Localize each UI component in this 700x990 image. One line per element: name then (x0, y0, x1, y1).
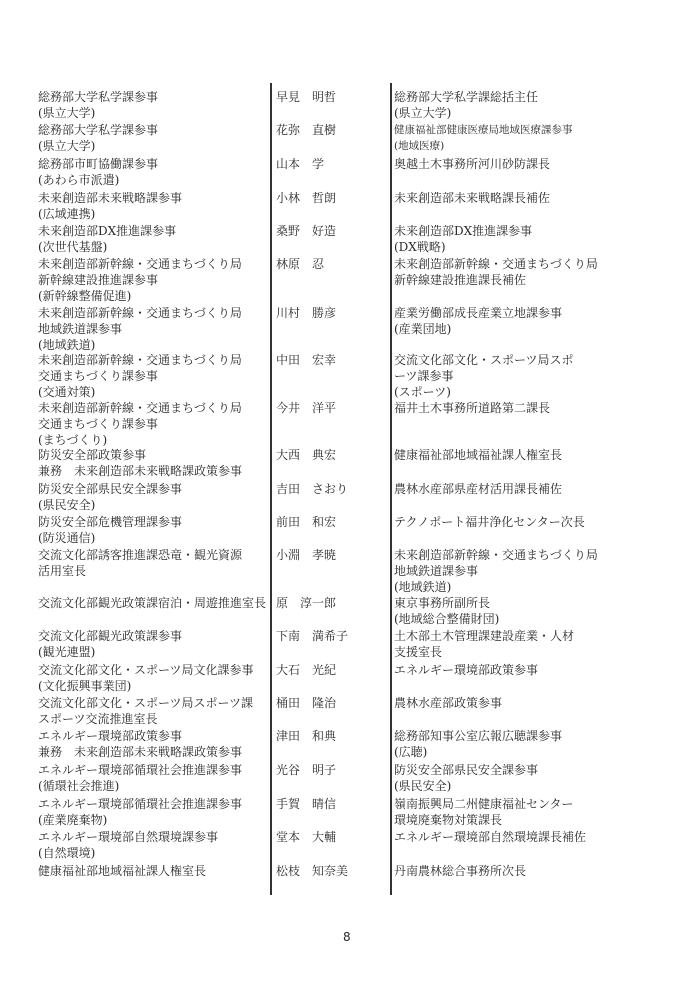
new-position-line: ーツ課参事 (394, 369, 454, 383)
former-position-line: (県立大学) (38, 106, 96, 120)
person-name: 山本 学 (276, 157, 325, 171)
column-divider-left (270, 83, 272, 895)
former-position-line: 総務部大学私学課参事 (38, 90, 159, 104)
new-position-line: (県立大学) (394, 106, 452, 120)
new-position (394, 695, 634, 711)
former-position (38, 89, 268, 121)
new-position-line: 農林水産部政策参事 (394, 696, 503, 710)
new-position-line: 丹南農林総合事務所次長 (394, 864, 527, 878)
former-position-line: 交流文化部文化・スポーツ局文化課参事 (38, 663, 254, 677)
new-position (394, 156, 634, 172)
former-position-line: 交流文化部観光政策課宿泊・周遊推進室長 (38, 596, 267, 610)
new-position-line: 奥越土木事務所河川砂防課長 (394, 157, 551, 171)
new-position-line: 農林水産部県産材活用課長補佐 (394, 482, 563, 496)
former-position (38, 352, 268, 400)
former-position-line: 新幹線建設推進課参事 (38, 273, 159, 287)
person-name: 光谷 明子 (276, 763, 337, 777)
former-position-line: 交通まちづくり課参事 (38, 369, 158, 383)
person-name: 花弥 直樹 (276, 123, 337, 137)
new-position-line: 東京事務所副所長 (394, 596, 491, 610)
former-position-line: (文化振興事業団) (38, 679, 132, 693)
former-position (38, 447, 268, 479)
new-position-line: (地域医療) (394, 140, 445, 152)
former-position (38, 256, 268, 304)
person-name: 大石 光紀 (276, 663, 337, 677)
new-position (394, 628, 634, 660)
former-position (38, 829, 268, 861)
new-position-line: (広聴) (394, 745, 428, 759)
new-position-line: 嶺南振興局二州健康福祉センター (394, 797, 574, 811)
former-position (38, 547, 268, 579)
person-name: 早見 明哲 (276, 90, 337, 104)
new-position (394, 447, 634, 463)
new-position (394, 863, 634, 879)
former-position-line: 活用室長 (38, 564, 87, 578)
former-position-line: (広域連携) (38, 207, 96, 221)
new-position-line: 福井土木事務所道路第二課長 (394, 401, 551, 415)
former-position-line: (次世代基盤) (38, 240, 108, 254)
person-name: 下南 満希子 (276, 629, 349, 643)
new-position (394, 305, 634, 337)
new-position (394, 481, 634, 497)
former-position-line: 兼務 未来創造部未来戦略課政策参事 (38, 464, 243, 478)
person-name: 林原 忍 (276, 257, 325, 271)
person-name: 大西 典宏 (276, 448, 337, 462)
new-position (394, 400, 634, 416)
former-position-line: 健康福祉部地域福祉課人権室長 (38, 864, 207, 878)
former-position-line: 交流文化部文化・スポーツ局スポーツ課 (38, 696, 254, 710)
new-position (394, 514, 634, 530)
new-position-line: 未来創造部新幹線・交通まちづくり局 (394, 548, 598, 562)
person-name: 小林 哲朗 (276, 191, 337, 205)
new-position-line: 未来創造部未来戦略課長補佐 (394, 191, 551, 205)
former-position-line: 防災安全部政策参事 (38, 448, 147, 462)
former-position-line: 未来創造部DX推進課参事 (38, 224, 177, 238)
new-position-line: テクノポート福井浄化センター次長 (394, 515, 585, 529)
new-position (394, 223, 634, 255)
new-position-line: 総務部大学私学課総括主任 (394, 90, 539, 104)
person-name: 前田 和宏 (276, 515, 337, 529)
new-position-line: 健康福祉部地域福祉課人権室長 (394, 448, 563, 462)
new-position-line: (地域総合整備財団) (394, 612, 500, 626)
former-position-line: (あわら市派遣) (38, 173, 120, 187)
person-name: 吉田 さおり (276, 482, 349, 496)
former-position-line: 交通まちづくり課参事 (38, 417, 158, 431)
new-position (394, 796, 634, 828)
person-name: 津田 和典 (276, 729, 337, 743)
new-position (394, 190, 634, 206)
person-name: 中田 宏幸 (276, 353, 337, 367)
former-position-line: 総務部大学私学課参事 (38, 123, 159, 137)
former-position (38, 156, 268, 188)
former-position (38, 514, 268, 546)
new-position (394, 595, 634, 627)
former-position (38, 796, 268, 828)
page-number: 8 (343, 930, 351, 944)
new-position-line: (産業団地) (394, 322, 452, 336)
former-position (38, 481, 268, 513)
former-position-line: 未来創造部未来戦略課参事 (38, 191, 183, 205)
person-name: 堂本 大輔 (276, 830, 337, 844)
new-position-line: 交流文化部文化・スポーツ局スポ (394, 353, 574, 367)
new-position-line: 環境廃棄物対策課長 (394, 813, 503, 827)
person-name: 今井 洋平 (276, 401, 337, 415)
former-position (38, 305, 268, 353)
former-position-line: (県立大学) (38, 139, 96, 153)
former-position-line: 防災安全部県民安全課参事 (38, 482, 183, 496)
person-name: 原 淳一郎 (276, 596, 337, 610)
new-position-line: (DX戦略) (394, 240, 446, 254)
new-position-line: (県民安全) (394, 779, 452, 793)
former-position (38, 400, 268, 448)
former-position-line: (地域鉄道) (38, 338, 96, 352)
former-position-line: (観光連盟) (38, 645, 96, 659)
person-name: 小淵 孝暁 (276, 548, 337, 562)
new-position (394, 762, 634, 794)
former-position-line: 交流文化部観光政策課参事 (38, 629, 183, 643)
former-position (38, 863, 268, 879)
former-position-line: エネルギー環境部自然環境課参事 (38, 830, 219, 844)
new-position-line: 健康福祉部健康医療局地域医療課参事 (394, 124, 573, 136)
former-position (38, 122, 268, 154)
former-position-line: (防災通信) (38, 531, 96, 545)
person-name: 手賀 晴信 (276, 797, 337, 811)
new-position (394, 728, 634, 760)
former-position-line: 総務部市町協働課参事 (38, 157, 159, 171)
new-position-line: 産業労働部成長産業立地課参事 (394, 306, 563, 320)
former-position-line: (新幹線整備促進) (38, 289, 132, 303)
new-position-line: 未来創造部新幹線・交通まちづくり局 (394, 257, 598, 271)
former-position-line: (まちづくり) (38, 433, 108, 447)
person-name: 桑野 好造 (276, 224, 337, 238)
new-position-line: (スポーツ) (394, 385, 451, 399)
former-position-line: 兼務 未来創造部未来戦略課政策参事 (38, 745, 243, 759)
person-name: 松枝 知奈美 (276, 864, 349, 878)
former-position-line: 交流文化部誘客推進課恐竜・観光資源 (38, 548, 243, 562)
former-position-line: 地域鉄道課参事 (38, 322, 123, 336)
former-position-line: エネルギー環境部政策参事 (38, 729, 183, 743)
former-position-line: エネルギー環境部循環社会推進課参事 (38, 797, 243, 811)
new-position-line: 新幹線建設推進課長補佐 (394, 273, 527, 287)
new-position (394, 662, 634, 678)
former-position (38, 728, 268, 760)
former-position (38, 223, 268, 255)
former-position-line: (交通対策) (38, 385, 96, 399)
former-position-line: (自然環境) (38, 846, 96, 860)
former-position-line: (産業廃棄物) (38, 813, 108, 827)
former-position-line: エネルギー環境部循環社会推進課参事 (38, 763, 243, 777)
person-name: 桶田 隆治 (276, 696, 337, 710)
former-position-line: (県民安全) (38, 498, 96, 512)
new-position (394, 829, 634, 845)
new-position-line: 未来創造部DX推進課参事 (394, 224, 533, 238)
former-position-line: 未来創造部新幹線・交通まちづくり局 (38, 306, 242, 320)
former-position-line: 未来創造部新幹線・交通まちづくり局 (38, 353, 242, 367)
new-position (394, 352, 634, 400)
former-position (38, 595, 268, 611)
new-position-line: エネルギー環境部政策参事 (394, 663, 539, 677)
new-position-line: (地域鉄道) (394, 580, 452, 594)
column-divider-right (390, 83, 392, 895)
new-position (394, 547, 634, 595)
new-position (394, 256, 634, 288)
new-position-line: 地域鉄道課参事 (394, 564, 479, 578)
new-position-line: 支援室長 (394, 645, 443, 659)
former-position (38, 628, 268, 660)
former-position (38, 190, 268, 222)
new-position-line: エネルギー環境部自然環境課長補佐 (394, 830, 587, 844)
new-position (394, 89, 634, 121)
new-position-line: 総務部知事公室広報広聴課参事 (394, 729, 563, 743)
new-position-line: 防災安全部県民安全課参事 (394, 763, 539, 777)
former-position-line: 防災安全部危機管理課参事 (38, 515, 183, 529)
former-position (38, 762, 268, 794)
person-name: 川村 勝彦 (276, 306, 337, 320)
former-position-line: (循環社会推進) (38, 779, 120, 793)
former-position (38, 695, 268, 727)
former-position (38, 662, 268, 694)
new-position-line: 土木部土木管理課建設産業・人材 (394, 629, 575, 643)
new-position (394, 122, 634, 154)
former-position-line: 未来創造部新幹線・交通まちづくり局 (38, 257, 242, 271)
former-position-line: 未来創造部新幹線・交通まちづくり局 (38, 401, 242, 415)
former-position-line: スポーツ交流推進室長 (38, 712, 158, 726)
